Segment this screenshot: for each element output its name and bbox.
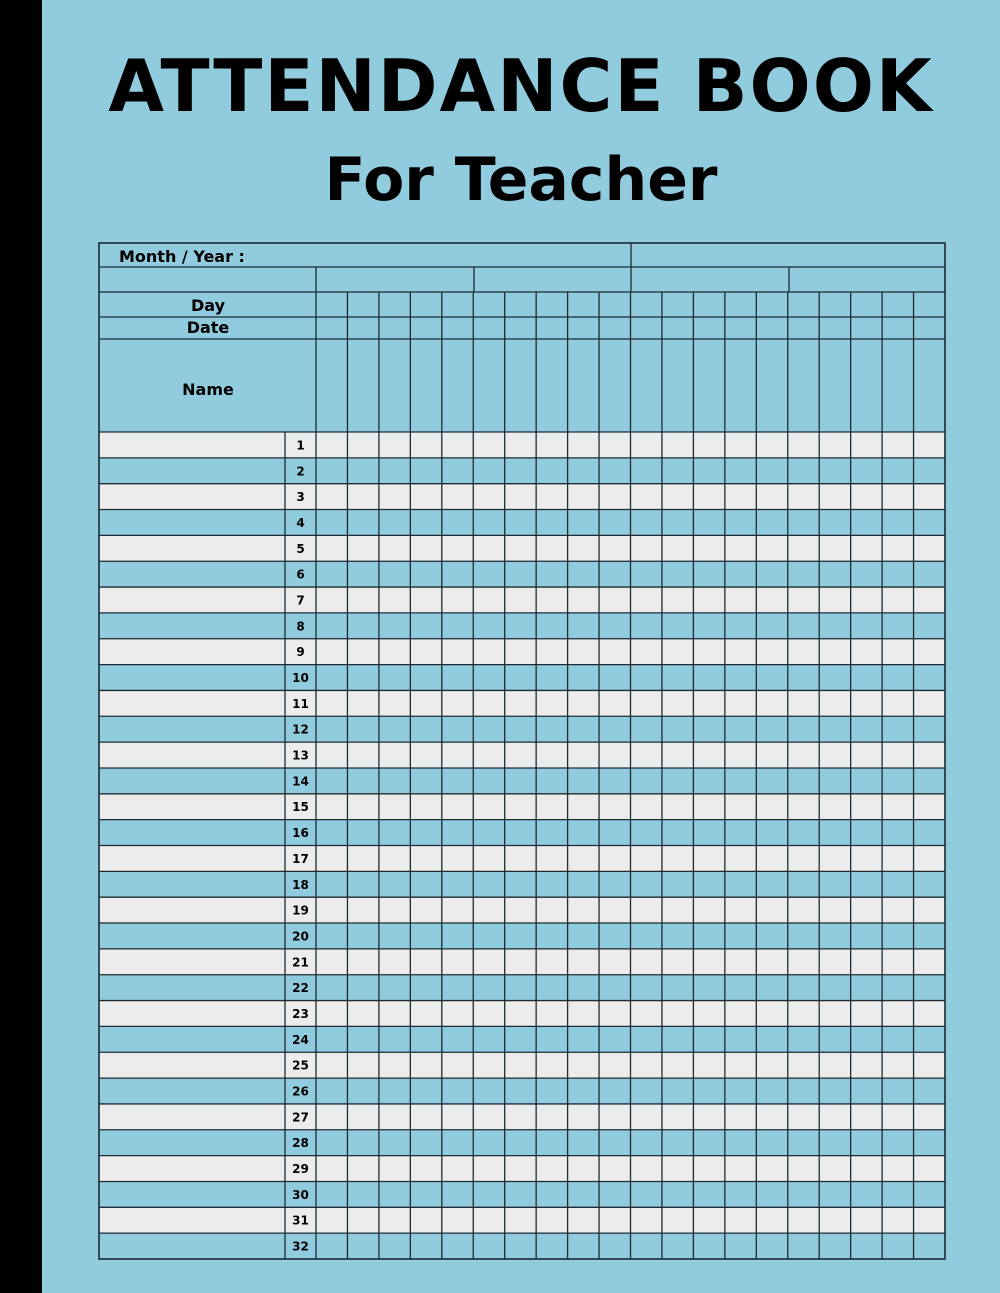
- row-number: 10: [292, 671, 309, 686]
- row-stripe: [99, 587, 945, 613]
- row-stripe: [99, 432, 945, 458]
- row-number: 7: [296, 593, 305, 608]
- row-number: 27: [292, 1110, 309, 1125]
- row-number: 28: [292, 1136, 309, 1151]
- row-number: 26: [292, 1084, 309, 1099]
- row-stripe: [99, 690, 945, 716]
- day-label: Day: [190, 296, 226, 315]
- row-number: 32: [292, 1239, 309, 1254]
- page-subtitle: For Teacher: [324, 145, 718, 215]
- row-number: 13: [292, 748, 309, 763]
- row-number: 1: [296, 438, 305, 453]
- row-number: 19: [292, 903, 309, 918]
- row-stripe: [99, 1207, 945, 1233]
- row-stripe: [99, 949, 945, 975]
- row-number: 8: [296, 619, 305, 634]
- row-number: 18: [292, 877, 309, 892]
- row-stripe: [99, 639, 945, 665]
- row-stripes: [99, 432, 945, 1233]
- row-number: 23: [292, 1006, 309, 1021]
- row-number: 3: [296, 490, 305, 505]
- row-stripe: [99, 742, 945, 768]
- row-number: 5: [296, 541, 305, 556]
- row-stripe: [99, 846, 945, 872]
- row-number: 15: [292, 800, 309, 815]
- row-number: 4: [296, 515, 305, 530]
- row-number: 12: [292, 722, 309, 737]
- row-stripe: [99, 535, 945, 561]
- row-number: 30: [292, 1187, 309, 1202]
- row-number: 24: [292, 1032, 309, 1047]
- row-number: 6: [296, 567, 305, 582]
- row-stripe: [99, 794, 945, 820]
- row-number: 11: [292, 696, 309, 711]
- row-number: 22: [292, 981, 309, 996]
- row-number: 31: [292, 1213, 309, 1228]
- row-stripe: [99, 897, 945, 923]
- row-number: 25: [292, 1058, 309, 1073]
- row-number: 16: [292, 826, 309, 841]
- row-stripe: [99, 1104, 945, 1130]
- name-label: Name: [182, 380, 234, 399]
- row-number: 14: [292, 774, 309, 789]
- row-number: 20: [292, 929, 309, 944]
- row-stripe: [99, 1001, 945, 1027]
- row-number: 29: [292, 1162, 309, 1177]
- month-year-label: Month / Year :: [119, 247, 245, 266]
- row-number: 2: [296, 464, 305, 479]
- date-label: Date: [186, 318, 230, 337]
- row-number: 21: [292, 955, 309, 970]
- row-stripe: [99, 1156, 945, 1182]
- row-stripe: [99, 1052, 945, 1078]
- row-number: 9: [296, 645, 305, 660]
- page-title: ATTENDANCE BOOK: [108, 44, 934, 128]
- row-number: 17: [292, 851, 309, 866]
- row-stripe: [99, 484, 945, 510]
